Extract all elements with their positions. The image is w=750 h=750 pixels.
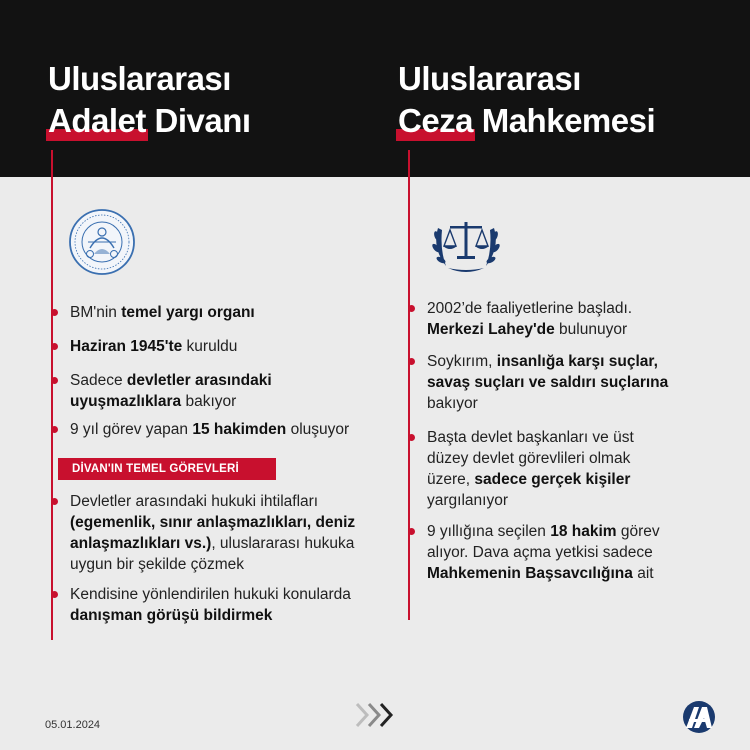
publish-date: 05.01.2024 — [45, 719, 101, 731]
icj-bullet-4: 9 yıl görev yapan 15 hakimden oluşuyor — [70, 419, 390, 440]
icj-bullet-3: Sadece devletler arasındaki uyuşmazlıklara bakıyor — [70, 370, 320, 412]
header — [0, 0, 750, 177]
icj-bullet-5: Devletler arasındaki hukuki ihtilafları (egemenlik, sınır anlaşmazlıkları, deniz anlaşmazlıkları vs.), uluslararası hukuka uygun bir şekilde çözmek — [70, 491, 370, 575]
icj-bullet-1: BM'nin temel yargı organı — [70, 302, 390, 323]
icc-title: Uluslararası Ceza Mahkemesi — [398, 58, 655, 142]
icj-bullet-6: Kendisine yönlendirilen hukuki konularda danışman görüşü bildirmek — [70, 584, 370, 626]
icj-title: Uluslararası Adalet Divanı — [48, 58, 251, 142]
icc-bullet-3: Başta devlet başkanları ve üst düzey devlet görevlileri olmak üzere, sadece gerçek kişiler yargılanıyor — [427, 427, 672, 511]
icc-emblem-icon — [428, 208, 504, 278]
icc-title-highlight: Ceza — [398, 100, 473, 142]
icj-title-highlight: Adalet — [48, 100, 146, 142]
icc-bullet-1: 2002’de faaliyetlerine başladı. Merkezi Lahey'de bulunuyor — [427, 298, 677, 340]
aa-logo-icon — [680, 700, 718, 734]
icj-emblem-icon — [68, 208, 136, 276]
left-timeline-line — [51, 150, 53, 640]
icc-bullet-2: Soykırım, insanlığa karşı suçlar, savaş suçları ve saldırı suçlarına bakıyor — [427, 351, 682, 414]
right-timeline-line — [408, 150, 410, 620]
icc-bullet-4: 9 yıllığına seçilen 18 hakim görev alıyor. Dava açma yetkisi sadece Mahkemenin Başsavcılığına ait — [427, 521, 677, 584]
chevrons-icon — [353, 700, 399, 730]
icj-bullet-2: Haziran 1945'te kuruldu — [70, 336, 390, 357]
duties-tag: DİVAN'IN TEMEL GÖREVLERİ — [58, 458, 276, 480]
